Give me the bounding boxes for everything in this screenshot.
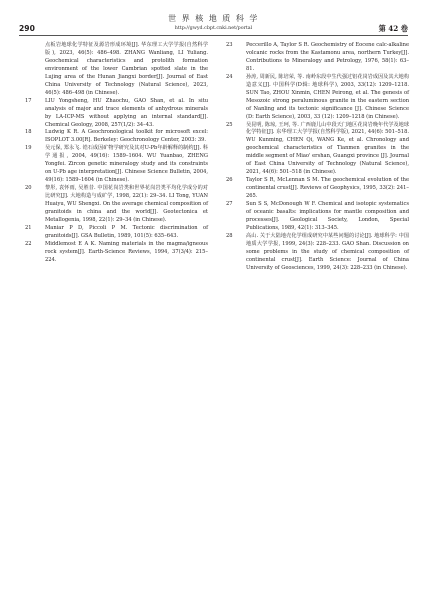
header-divider xyxy=(19,35,408,36)
reference-text: Maniar P D, Piccoli P M. Tectonic discrimination of granitoids[J]. GSA Bulletin, 1989, 101(5): 635–643. xyxy=(45,224,208,239)
page-number: 290 xyxy=(19,24,35,33)
reference-number: 26 xyxy=(226,177,233,184)
reference-text: 孙涛, 周新民, 陈培荣, 等. 南岭东段中生代强过铝花岗岩成因及其大地构造意义[J]. 中国科学(D辑: 地球科学), 2003, 33(12): 1209–1218. SUN Tao, ZHOU Xinmin, CHEN Peirong, et al. The genesis of Mesozoic strong peraluminous granite in the eastern section of Nanling and its tectonic significance [J]. Chinese Science (D: Earth Science), 2003, 33 (12): 1209–1218 (in Chinese). xyxy=(246,73,409,120)
reference-number: 27 xyxy=(226,201,233,208)
reference-text: 黎彤, 袁怀雨, 吴胜昔. 中国花岗岩类和世界花岗岩类平均化学成分的对比研究[J]. 大地构造与成矿学, 1998, 22(1): 29–34. LI Tong, YUAN Huaiyu, WU Shengxi. On the average chemical composition of granitoids in china and the world[J]. Geotectonica et Metallogenia, 1998, 22(1): 29–34 (in Chinese). xyxy=(45,185,208,223)
reference-text: 点板岩地球化学特征及源岩形成环境[J]. 华东理工大学学报(自然科学版), 2023, 46(5): 486–498. ZHANG Wanliang, LI Yuliang. Geochemical characteristics and protolith formation environment of the lower Cambrian spotted slate in the Lujing area of the Hunan Jiangxi border[J]. Journal of East China University of Technology (Natural Science), 2023, 46(5): 486–498 (in Chinese). xyxy=(45,42,208,96)
reference-item xyxy=(25,185,208,225)
reference-text: 吴元保, 郑永飞. 锆石成因矿物学研究及其对U-Pb年龄解释的制约[J]. 科学通报, 2004, 49(16): 1589–1604. WU Yuanbao, ZHENG Yongfei. Zircon genetic mineralogy study and its constraints on U-Pb age interpretation[J]. Chinese Science Bulletin, 2004, 49(16): 1589–1604 (in Chinese). xyxy=(45,145,208,184)
reference-item xyxy=(226,74,409,122)
reference-item xyxy=(25,42,208,98)
reference-number: 28 xyxy=(226,232,233,239)
reference-item xyxy=(25,129,208,145)
reference-text: 吴昆明, 陈琼, 王珂, 等. 广西鹿儿山中段天门地区花岗岩晚年代学及地球化学特征[J]. 东华理工大学学报(自然科学版), 2021, 44(6): 501–518. WU Kunming, CHEN Qi, WANG Ke, et al. Chronology and geochemical characteristics of Tianmen granites in the middle segment of Miao' ershan, Guangxi province [J]. Journal of East China University of Technology (Natural Science), 2021, 44(6): 501–518 (in Chinese). xyxy=(246,121,409,176)
reference-number: 20 xyxy=(25,185,32,192)
reference-text: Middlemost E A K. Naming materials in the magma/igneous rock system[J]. Earth-Science Reviews, 1994, 37(3/4): 215–224. xyxy=(45,240,208,263)
reference-item xyxy=(226,42,409,74)
reference-text: Ludwig K R. A Geochronological toolkit for microsoft excel: ISOPLOT 3.00[R]. Berkeley: Geochronology Center, 2003: 39. xyxy=(45,129,208,144)
references-left-column xyxy=(25,42,208,265)
journal-portal-url[interactable]: http://gwyd.cbpt.cnki.net/portal xyxy=(174,26,253,31)
reference-item xyxy=(25,98,208,130)
reference-number: 23 xyxy=(226,42,233,48)
reference-number: 24 xyxy=(226,73,233,80)
journal-title: 世 界 核 地 质 科 学 xyxy=(168,14,259,23)
reference-item xyxy=(25,225,208,241)
reference-number: 18 xyxy=(25,129,32,136)
reference-text: Taylor S R, McLennan S M. The geochemical evolution of the continental crust[J]. Reviews of Geophysics, 1995, 33(2): 241–265. xyxy=(246,177,409,200)
volume-label: 第 42 卷 xyxy=(378,24,408,33)
reference-text: Peccerillo A, Taylor S R. Geochemistry of Eocene calc-alkaline volcanic rocks from the Kastamonu area, northern Turkey[J]. Contributions to Mineralogy and Petrology, 1976, 58(1): 63–81. xyxy=(246,42,409,72)
reference-text: Sun S S, McDonough W F. Chemical and isotopic systematics of oceanic basalts: implications for mantle composition and processes[J]. Geological Society, London, Special Publications, 1989, 42(1): 313–345. xyxy=(246,201,409,231)
references-right-column xyxy=(226,42,409,273)
reference-item xyxy=(226,233,409,273)
reference-number: 22 xyxy=(25,240,32,247)
reference-number: 25 xyxy=(226,121,233,128)
reference-item xyxy=(226,122,409,178)
reference-item xyxy=(25,145,208,185)
reference-item xyxy=(226,201,409,233)
reference-number: 19 xyxy=(25,145,32,152)
reference-number: 17 xyxy=(25,97,32,104)
reference-item xyxy=(25,241,208,265)
reference-text: 高山. 关于大陆地壳化学组成研究中某些问题的讨论[J]. 地球科学: 中国地质大学学报, 1999, 24(3): 228–233. GAO Shan. Discussion on some problems in the study of chemical composition of continental crust[J]. Earth Science: Journal of China University of Geosciences, 1999, 24(3): 228–233 (in Chinese). xyxy=(246,232,409,271)
reference-item xyxy=(226,177,409,201)
reference-number: 21 xyxy=(25,224,32,231)
reference-text: LIU Yongsheng, HU Zhaochu, GAO Shan, et al. In situ analysis of major and trace elements of anhydrous minerals by LA-ICP-MS without applying an internal standard[J]. Chemical Geology, 2008, 257(1/2): 34–43. xyxy=(45,97,208,128)
